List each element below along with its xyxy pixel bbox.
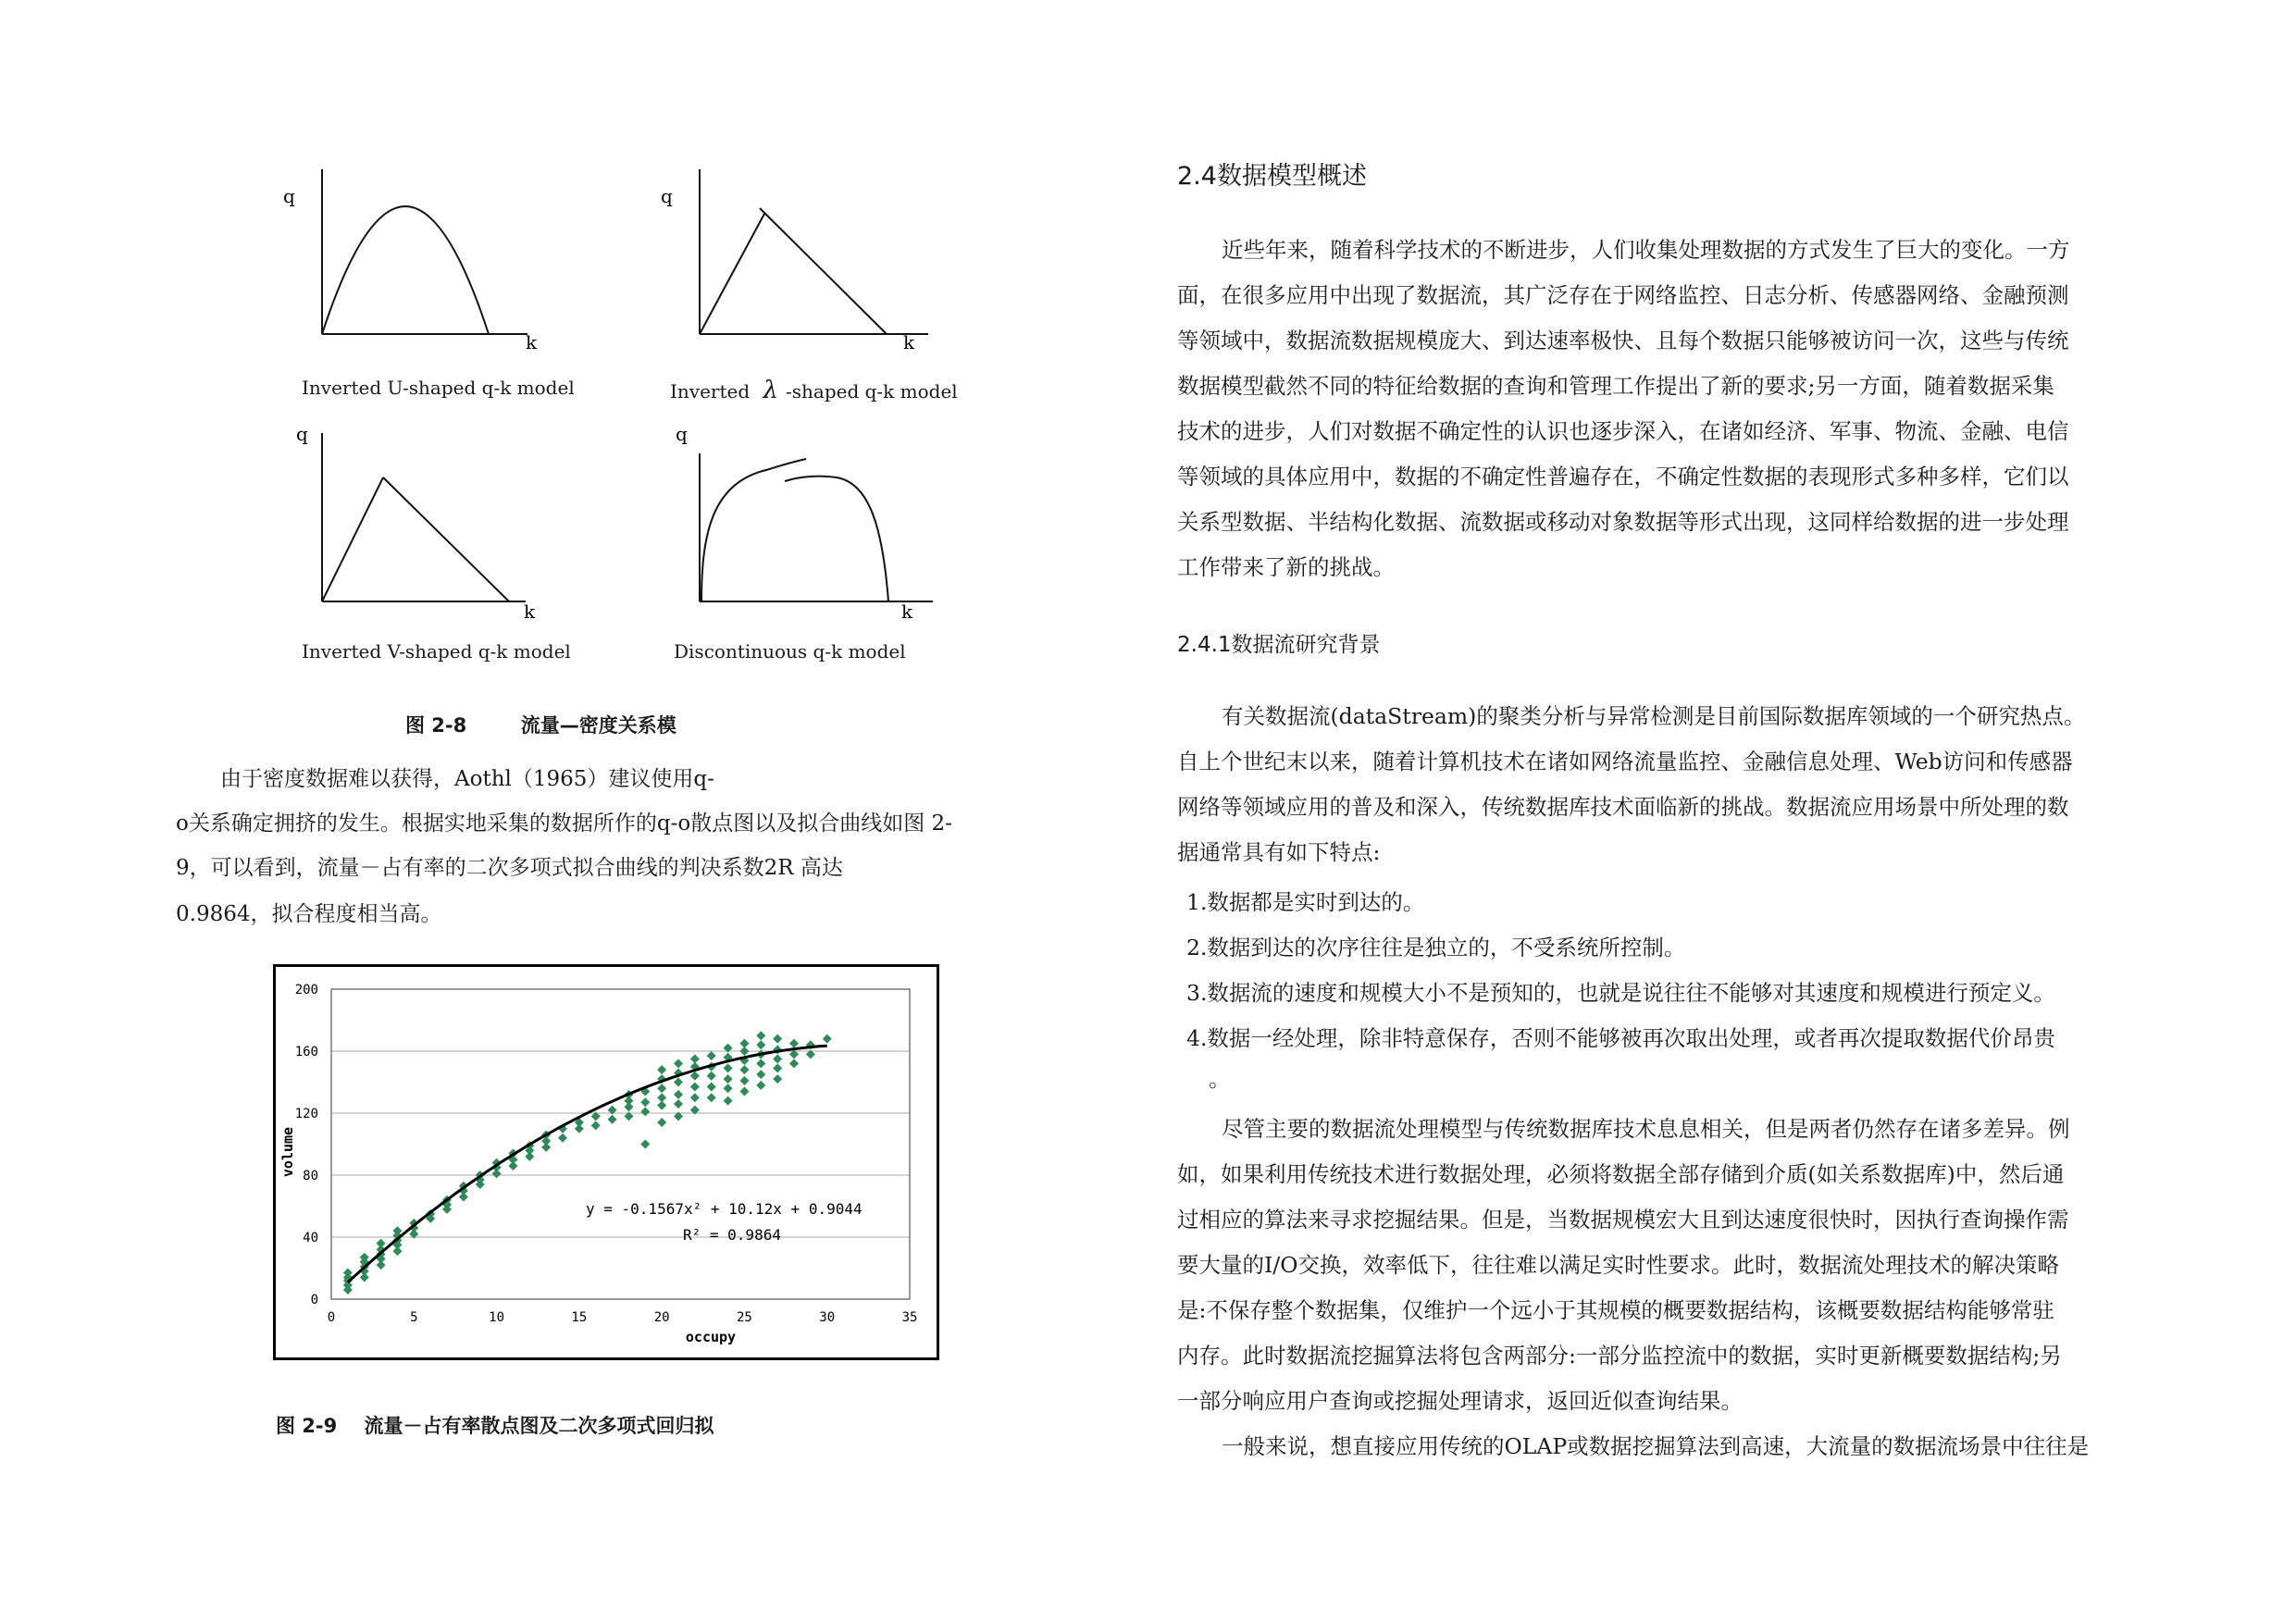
paragraph-line: 数据模型截然不同的特征给数据的查询和管理工作提出了新的要求;另一方面，随着数据采集 [1177,373,2054,399]
data-point [707,1072,716,1081]
data-point [724,1063,733,1072]
data-point [690,1093,700,1102]
data-point [657,1084,666,1093]
qk-caption: Inverted U-shaped q-k model [302,377,575,399]
paragraph-line: 等领域的具体应用中，数据的不确定性普遍存在，不确定性数据的表现形式多种多样，它们以 [1177,464,2069,489]
caption-suffix: -shaped q-k model [786,380,958,403]
q-axis-label: q [296,423,308,445]
data-point [773,1063,782,1072]
figure-caption-2-8: 图 2-8 流量—密度关系模 [405,714,676,737]
y-tick-label: 160 [294,1045,318,1059]
y-tick-label: 120 [294,1107,318,1121]
right-page [1148,0,2296,1623]
k-axis-label: k [901,601,913,623]
data-point [690,1072,700,1081]
data-point [377,1239,386,1248]
list-item: 4.数据一经处理，除非特意保存，否则不能够被再次取出处理，或者再次提取数据代价昂贵 [1186,1025,2055,1051]
fit-equation: y = -0.1567x² + 10.12x + 0.9044 [586,1200,863,1218]
data-point [707,1083,716,1092]
data-point [756,1070,765,1079]
lambda-symbol: λ [763,377,778,404]
y-tick-label: 200 [294,983,318,997]
paragraph-line: 一般来说，想直接应用传统的OLAP或数据挖掘算法到高速，大流量的数据流场景中往往是 [1222,1433,2090,1459]
data-point [724,1084,733,1093]
data-point [640,1107,650,1116]
paragraph-line: 要大量的I/O交换，效率低下，往往难以满足实时性要求。此时，数据流处理技术的解决策略 [1177,1252,2059,1278]
paragraph-line: 尽管主要的数据流处理模型与传统数据库技术息息相关，但是两者仍然存在诸多差异。例 [1222,1116,2070,1142]
x-tick-label: 15 [571,1310,588,1325]
data-point [674,1090,683,1099]
data-point [657,1118,666,1127]
lambda-rise-line [700,214,764,334]
data-point [360,1253,369,1262]
paragraph-line: 有关数据流(dataStream)的聚类分析与异常检测是目前国际数据库领域的一个研究热点。 [1222,703,2086,729]
data-point [823,1035,832,1044]
tick-layer [295,983,918,1325]
paragraph-line: 9，可以看到，流量－占有率的二次多项式拟合曲线的判决系数2R 高达 [176,856,843,880]
paragraph-line: 如，如果利用传统技术进行数据处理，必须将数据全部存储到介质(如关系数据库)中，然后通 [1177,1161,2065,1187]
paragraph-line: 据通常具有如下特点: [1177,839,1381,865]
data-point [674,1099,683,1109]
paragraph-line: 是:不保存整个数据集，仅维护一个远小于其规模的概要数据结构，该概要数据结构能够常驻 [1177,1297,2054,1323]
data-point [657,1093,666,1102]
discontinuous-diagram [655,423,1044,657]
inverted-v-diagram [278,423,666,657]
data-point [674,1059,683,1068]
data-point [756,1040,765,1049]
data-point [608,1115,617,1124]
figure-caption-2-9: 图 2-9 流量－占有率散点图及二次多项式回归拟 [276,1415,714,1437]
y-tick-label: 0 [310,1293,318,1307]
data-point [640,1140,650,1149]
point-layer [343,1031,832,1295]
paragraph-line: 面，在很多应用中出现了数据流，其广泛存在于网络监控、日志分析、传感器网络、金融预测 [1177,282,2069,308]
data-point [773,1054,782,1063]
list-item: 2.数据到达的次序往往是独立的，不受系统所控制。 [1186,935,1686,960]
congested-branch [785,477,888,601]
q-axis-label: q [283,185,295,207]
paragraph-line: 0.9864，拟合程度相当高。 [176,902,442,926]
v-fall-line [383,477,509,601]
inverted-u-curve [322,206,489,334]
list-item: 1.数据都是实时到达的。 [1186,889,1425,915]
data-point [707,1051,716,1060]
data-point [756,1081,765,1090]
qk-caption [670,377,958,404]
data-point [739,1065,749,1074]
k-axis-label: k [524,601,536,623]
qk-panel-discontinuous [655,423,1044,663]
lambda-fall-line [760,208,887,334]
subsection-title: 2.4.1数据流研究背景 [1177,633,1381,657]
x-tick-label: 20 [653,1310,670,1325]
fit-curve [348,1046,827,1282]
qk-caption: Discontinuous q-k model [674,640,906,663]
data-point [591,1121,601,1130]
x-axis-label: occupy [685,1329,737,1345]
data-point [756,1059,765,1068]
qk-panel-inverted-v [278,423,666,663]
v-rise-line [322,477,383,601]
data-point [739,1076,749,1085]
data-point [558,1134,567,1143]
section-title: 2.4数据模型概述 [1177,162,1367,191]
list-item-tail: 。 [1209,1066,1231,1092]
y-tick-label: 40 [303,1231,318,1245]
paragraph-line: 过相应的算法来寻求挖掘结果。但是，当数据规模宏大且到达速度很快时，因执行查询操作需 [1177,1207,2069,1233]
plot-area [331,989,910,1299]
data-point [739,1087,749,1096]
data-point [707,1093,716,1102]
data-point [756,1031,765,1040]
paragraph-line: 由于密度数据难以获得，Aothl（1965）建议使用q- [220,767,714,791]
q-axis-label: q [676,423,688,445]
q-axis-label: q [661,185,673,207]
x-tick-label: 5 [410,1310,418,1325]
paragraph-line: 网络等领域应用的普及和深入，传统数据库技术面临新的挑战。数据流应用场景中所处理的数 [1177,794,2069,820]
x-tick-label: 35 [901,1310,918,1325]
y-tick-label: 80 [303,1169,318,1183]
scatter-chart [276,967,937,1357]
paragraph-line: 一部分响应用户查询或挖掘处理请求，返回近似查询结果。 [1177,1388,1743,1414]
paragraph-line: 技术的进步，人们对数据不确定性的认识也逐步深入，在诸如经济、军事、物流、金融、电信 [1177,418,2069,444]
paragraph-line: 工作带来了新的挑战。 [1177,554,1395,580]
paragraph-line: 关系型数据、半结构化数据、流数据或移动对象数据等形式出现，这同样给数据的进一步处理 [1177,509,2069,535]
qk-panel-inverted-u [278,162,666,399]
data-point [773,1074,782,1084]
paragraph-line: 近些年来，随着科学技术的不断进步，人们收集处理数据的方式发生了巨大的变化。一方 [1222,237,2070,263]
qk-caption: Inverted V-shaped q-k model [302,640,571,663]
x-tick-label: 0 [327,1310,336,1325]
data-point [640,1097,650,1107]
data-point [657,1065,666,1074]
k-axis-label: k [903,331,915,353]
paragraph-line: 内存。此时数据流挖掘算法将包含两部分:一部分监控流中的数据，实时更新概要数据结构;另 [1177,1343,2062,1369]
paragraph-line: 自上个世纪末以来，随着计算机技术在诸如网络流量监控、金融信息处理、Web访问和传感器 [1177,749,2073,774]
scatter-chart-frame [273,964,939,1360]
data-point [690,1083,700,1092]
k-axis-label: k [526,331,538,353]
paragraph-line: 等领域中，数据流数据规模庞大、到达速率极快、且每个数据只能够被访问一次，这些与传统 [1177,328,2069,353]
data-point [343,1269,353,1278]
qk-panel-inverted-lambda [655,162,1044,404]
r-squared-label: R² = 0.9864 [683,1226,781,1244]
paragraph-line: o关系确定拥挤的发生。根据实地采集的数据所作的q-o散点图以及拟合曲线如图 2- [176,812,952,836]
inverted-lambda-diagram [655,162,1044,393]
data-point [789,1039,799,1048]
x-tick-label: 25 [736,1310,752,1325]
y-axis-label: volume [279,1126,296,1178]
data-point [674,1078,683,1087]
data-point [789,1059,799,1068]
inverted-u-diagram [278,162,666,393]
x-tick-label: 30 [819,1310,836,1325]
data-point [724,1096,733,1106]
data-point [739,1039,749,1048]
data-point [392,1226,402,1235]
data-point [724,1074,733,1084]
caption-prefix: Inverted [670,380,751,403]
data-point [690,1054,700,1063]
list-item: 3.数据流的速度和规模大小不是预知的，也就是说往往不能够对其速度和规模进行预定义。 [1186,980,2055,1006]
data-point [773,1035,782,1044]
x-tick-label: 10 [489,1310,505,1325]
